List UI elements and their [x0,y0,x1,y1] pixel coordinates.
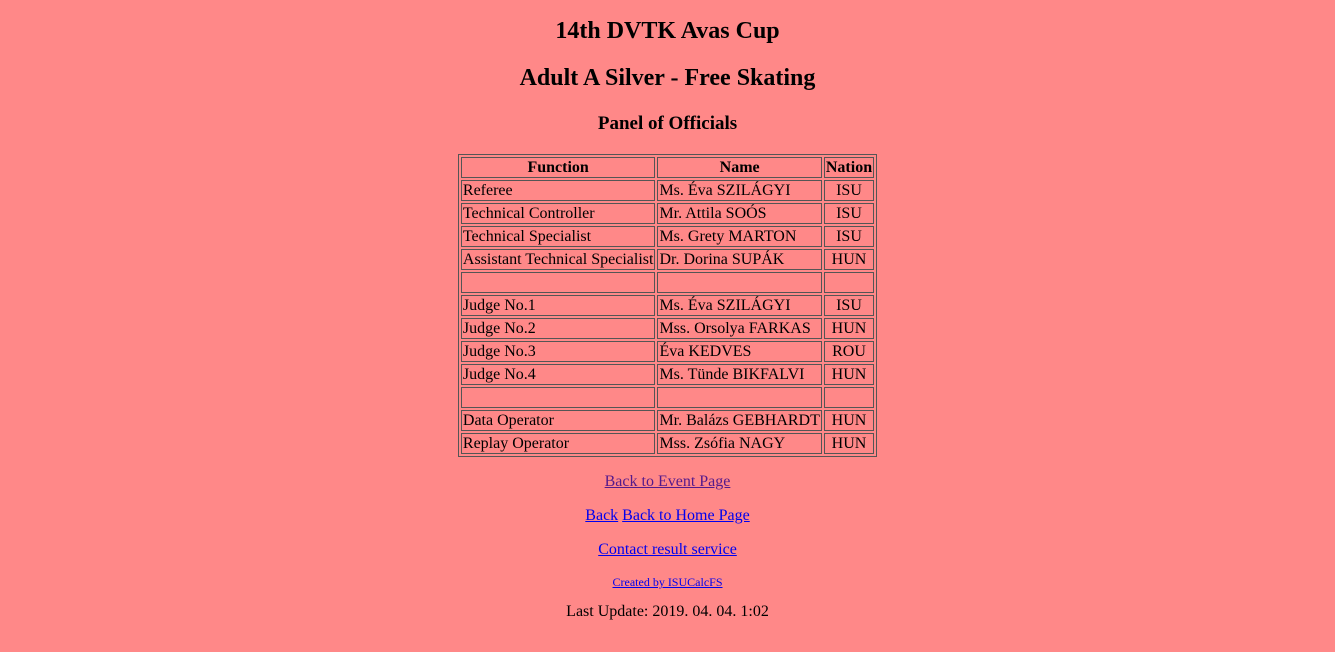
cell-function: Judge No.4 [461,364,656,385]
table-header-row [461,157,874,178]
cell-function: Judge No.2 [461,318,656,339]
cell-nation: ISU [824,180,874,201]
cell-name: Ms. Éva SZILÁGYI [657,180,821,201]
cell-nation: HUN [824,249,874,270]
header-name: Name [657,157,821,178]
cell-function: Replay Operator [461,433,656,454]
table-row-empty [461,387,874,408]
table-row [461,341,874,362]
created-by-link[interactable]: Created by ISUCalcFS [612,575,723,589]
cell-nation [824,272,874,293]
category-title: Adult A Silver - Free Skating [519,65,816,91]
cell-nation: HUN [824,364,874,385]
back-to-home-link[interactable]: Back to Home Page [622,507,750,524]
last-update: Last Update: 2019. 04. 04. 1:02 [566,603,769,620]
table-row [461,249,874,270]
cell-function: Technical Controller [461,203,656,224]
cell-nation: ISU [824,203,874,224]
cell-function: Referee [461,180,656,201]
cell-function: Assistant Technical Specialist [462,251,654,268]
cell-nation [824,387,874,408]
cell-nation: ROU [824,341,874,362]
cell-function [461,272,656,293]
cell-nation: HUN [824,410,874,431]
table-row [461,295,874,316]
cell-name: Ms. Tünde BIKFALVI [657,364,821,385]
table-row-empty [461,272,874,293]
panel-title: Panel of Officials [597,113,738,134]
header-nation: Nation [825,159,873,176]
cell-function [461,387,656,408]
event-link-paragraph [0,472,1335,492]
back-to-event-link[interactable]: Back to Event Page [604,473,731,490]
cell-name [657,272,821,293]
cell-name: Ms. Éva SZILÁGYI [657,295,821,316]
cell-name: Éva KEDVES [657,341,821,362]
cell-function: Judge No.3 [461,341,656,362]
back-link[interactable]: Back [585,507,619,524]
table-row [461,433,874,454]
cell-function: Judge No.1 [461,295,656,316]
cell-nation: ISU [824,226,874,247]
cell-name: Mr. Attila SOÓS [657,203,821,224]
cell-name: Ms. Grety MARTON [657,226,821,247]
table-row [461,410,874,431]
event-title: 14th DVTK Avas Cup [555,18,780,44]
table-row [461,203,874,224]
cell-function: Technical Specialist [461,226,656,247]
cell-nation: HUN [824,318,874,339]
cell-name: Dr. Dorina SUPÁK [657,249,821,270]
table-row [461,180,874,201]
contact-result-service-link[interactable]: Contact result service [598,541,737,558]
contact-paragraph [0,540,1335,560]
cell-name [657,387,821,408]
page-content [0,17,1335,622]
cell-function: Data Operator [461,410,656,431]
header-function: Function [461,157,656,178]
cell-nation: ISU [824,295,874,316]
cell-nation: HUN [824,433,874,454]
table-row [461,364,874,385]
table-row [461,318,874,339]
table-row [461,226,874,247]
cell-name: Mss. Orsolya FARKAS [657,318,821,339]
footer-links [0,472,1335,622]
back-links-paragraph [0,506,1335,526]
officials-table [458,154,877,457]
cell-name: Mss. Zsófia NAGY [657,433,821,454]
created-by-paragraph [0,575,1335,589]
cell-name: Mr. Balázs GEBHARDT [659,412,820,429]
